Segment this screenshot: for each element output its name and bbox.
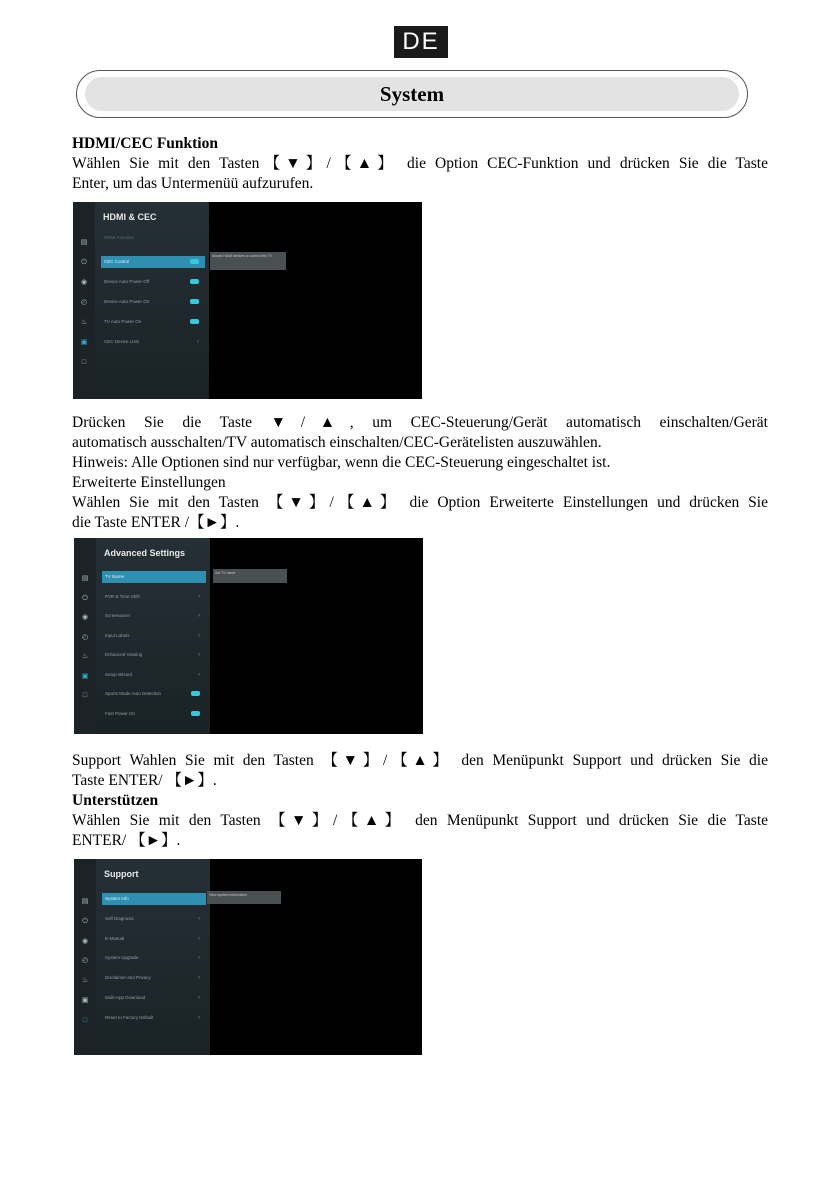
chevron-right-icon: › (198, 632, 200, 639)
chevron-right-icon: › (198, 896, 200, 902)
menu-item[interactable]: E-Manual › (102, 933, 206, 945)
menu-item[interactable]: Enhanced Viewing › (102, 649, 206, 661)
picture-icon[interactable]: ▤ (81, 898, 89, 905)
globe-icon[interactable]: ◉ (81, 614, 89, 621)
info-popup: Set TV name (213, 569, 287, 583)
menu-panel (96, 538, 210, 734)
chevron-right-icon: › (198, 613, 200, 619)
menu-item[interactable]: Setup Wizard › (102, 669, 206, 681)
menu-item[interactable]: TV Name › (102, 571, 206, 583)
cec-text-line-1: Drücken Sie die Taste ▼/▲, um CEC-Steuerung/Gerät automatisch einschalten/Gerät (72, 414, 768, 431)
menu-item[interactable]: Screensaver › (102, 610, 206, 622)
support-heading: Unterstützen (72, 792, 159, 809)
chevron-right-icon: › (197, 339, 199, 345)
menu-item[interactable]: System Upgrade › (102, 952, 206, 964)
section-title: System (85, 77, 739, 111)
chevron-right-icon: › (198, 995, 200, 1001)
icon-column (73, 202, 95, 399)
menu-title: HDMI & CEC (103, 212, 157, 222)
menu-item[interactable]: Device Auto Power Off (101, 276, 205, 288)
system-icon[interactable]: ▣ (81, 997, 89, 1004)
hdmi-heading: HDMI/CEC Funktion (72, 135, 218, 152)
info-popup: Allows HDMI devices to control this TV (210, 252, 286, 270)
menu-item[interactable]: Disclaimer and Privacy › (102, 972, 206, 984)
clock-icon[interactable]: ◴ (81, 633, 89, 641)
icon-column (74, 538, 96, 734)
support-icon[interactable]: □ (82, 692, 88, 699)
chevron-right-icon: › (198, 1014, 200, 1021)
toggle-switch[interactable] (190, 319, 199, 324)
support-text-line-1: Support Wahlen Sie mit den Tasten 【▼】/【▲】 den Menüpunkt Support und drücken Sie die (72, 752, 768, 769)
system-icon[interactable]: ▣ (80, 339, 88, 346)
menu-item[interactable]: CEC Device Lists › (101, 336, 205, 348)
support-text-line-3: Wählen Sie mit den Tasten 【▼】/【▲】 den Menüpunkt Support und drücken Sie die Taste (72, 812, 768, 829)
info-popup: View system information (207, 891, 281, 904)
language-badge: DE (394, 26, 448, 58)
menu-title: Support (104, 869, 139, 879)
support-menu-screenshot (74, 859, 422, 1055)
chevron-right-icon: › (198, 574, 200, 580)
cec-text-line-3: Hinweis: Alle Optionen sind nur verfügbar, wenn die CEC-Steuerung eingeschaltet ist. (72, 454, 611, 471)
picture-icon[interactable]: ▤ (81, 575, 89, 582)
bulb-icon[interactable]: ♨ (80, 319, 88, 326)
support-icon[interactable]: □ (81, 359, 87, 366)
chevron-right-icon: › (198, 671, 200, 678)
chevron-right-icon: › (198, 975, 200, 982)
support-icon[interactable]: □ (82, 1016, 88, 1024)
clock-icon[interactable]: ◴ (80, 299, 88, 306)
toggle-switch[interactable] (190, 259, 199, 264)
section-banner (76, 70, 748, 118)
toggle-switch[interactable] (190, 279, 199, 284)
chevron-right-icon: › (198, 915, 200, 922)
hdmi-text-line-1: Wählen Sie mit den Tasten【▼】/【▲】 die Option CEC-Funktion und drücken Sie die Taste (72, 155, 768, 172)
menu-item[interactable]: Multi-App Download › (102, 992, 206, 1004)
cec-text-line-2: automatisch ausschalten/TV automatisch einschalten/CEC-Gerätelisten auszuwählen. (72, 434, 602, 451)
cec-text-line-6: die Taste ENTER /【►】. (72, 514, 240, 531)
chevron-right-icon: › (198, 935, 200, 942)
system-icon[interactable]: ▣ (81, 672, 89, 680)
hdmi-text-line-2: Enter, um das Untermenüü aufzurufen. (72, 175, 314, 192)
menu-item[interactable]: Fast Power On (102, 708, 206, 720)
menu-item[interactable]: Input Labels › (102, 630, 206, 642)
toggle-switch[interactable] (191, 711, 200, 716)
menu-panel (95, 202, 209, 399)
support-text-line-4: ENTER/ 【►】. (72, 832, 181, 849)
clock-icon[interactable]: ◴ (81, 957, 89, 965)
menu-item[interactable]: Reset to Factory Default › (102, 1012, 206, 1024)
menu-item[interactable]: Device Auto Power On (101, 296, 205, 308)
support-text-line-2: Taste ENTER/ 【►】. (72, 772, 217, 789)
bulb-icon[interactable]: ♨ (81, 977, 89, 985)
menu-title: Advanced Settings (104, 548, 186, 558)
chevron-right-icon: › (198, 593, 200, 600)
menu-panel (96, 859, 210, 1055)
chevron-right-icon: › (198, 652, 200, 658)
menu-item[interactable]: System Info › (102, 893, 206, 905)
menu-item[interactable]: PVR & Time Shift › (102, 591, 206, 603)
menu-item[interactable]: Sports Mode Auto Detection (102, 688, 206, 700)
toggle-switch[interactable] (191, 691, 200, 696)
advanced-settings-screenshot (74, 538, 423, 734)
hdmi-cec-menu-screenshot (73, 202, 422, 399)
picture-icon[interactable]: ▤ (80, 239, 88, 246)
power-icon[interactable]: ⏻ (82, 594, 88, 602)
menu-item[interactable]: TV Auto Power On (101, 316, 205, 328)
power-icon[interactable]: ⏻ (81, 259, 87, 266)
globe-icon[interactable]: ◉ (80, 279, 88, 286)
globe-icon[interactable]: ◉ (81, 937, 89, 945)
toggle-switch[interactable] (190, 299, 199, 304)
icon-column (74, 859, 96, 1055)
menu-item[interactable]: CEC Control (101, 256, 205, 268)
power-icon[interactable]: ⏻ (82, 917, 88, 925)
menu-item[interactable]: Self Diagnosis › (102, 913, 206, 925)
cec-text-line-4: Erweiterte Einstellungen (72, 474, 226, 491)
cec-text-line-5: Wählen Sie mit den Tasten 【▼】/【▲】 die Option Erweiterte Einstellungen und drücken Sie (72, 494, 768, 511)
menu-subtitle: HDMI Function (104, 235, 135, 240)
chevron-right-icon: › (198, 955, 200, 962)
bulb-icon[interactable]: ♨ (81, 653, 89, 660)
